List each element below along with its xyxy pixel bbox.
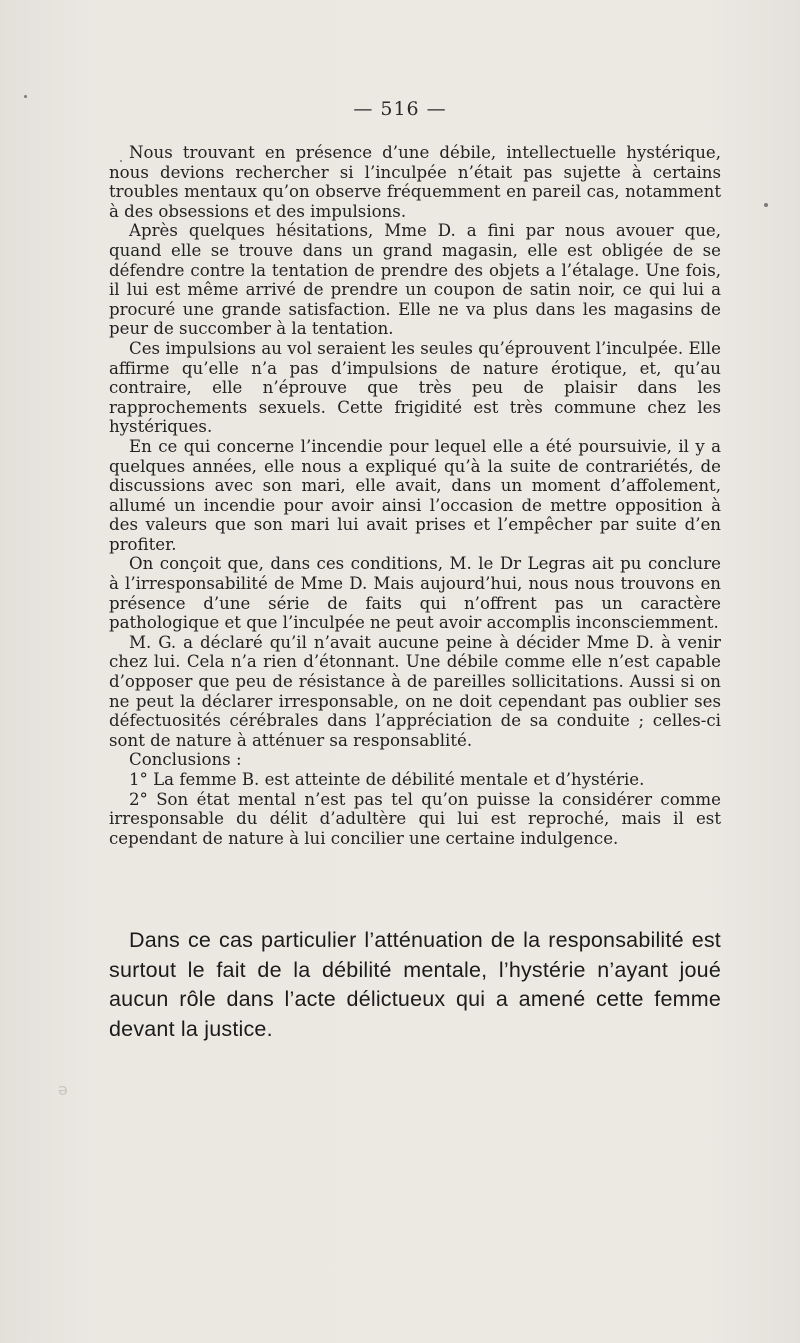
scan-speck xyxy=(120,160,122,162)
conclusion-item-1: 1° La femme B. est atteinte de débilité mentale et d’hystérie. xyxy=(129,770,645,789)
scan-speck xyxy=(764,203,768,207)
paragraph: Nous trouvant en présence d’une débile, intellectuelle hystérique, nous devions rechercher si l’inculpée n’était pas sujette à certains troubles mentaux qu’on observe fréquemment en pareil cas, notamment à des obsessions et des impulsions. xyxy=(109,143,721,221)
scan-speck xyxy=(24,95,27,98)
paragraph: Après quelques hésitations, Mme D. a fini par nous avouer que, quand elle se trouve dans un grand magasin, elle est obligée de se défendre contre la tentation de prendre des objets a l’étalage. Une fois, il lui est même arrivé de prendre un coupon de satin noir, ce qui lui a procuré une grande satisfaction. Elle ne va plus dans les magasins de peur de succomber à la tentation. xyxy=(109,221,721,339)
closing-note xyxy=(109,926,721,1044)
paragraph: Ces impulsions au vol seraient les seules qu’éprouvent l’inculpée. Elle affirme qu’elle n’a pas d’impulsions de nature érotique, et, qu’au contraire, elle n’éprouve que très peu de plaisir dans les rapprochements sexuels. Cette frigidité est très commune chez les hystériques. xyxy=(109,338,721,437)
paragraph: M. G. a déclaré qu’il n’avait aucune peine à décider Mme D. à venir chez lui. Cela n’a rien d’étonnant. Une débile comme elle n’est capable d’opposer que peu de résistance à de pareilles sollicitations. Aussi si on ne peut la déclarer irresponsable, on ne doit cependant pas oublier ses défectuosités cérébrales dans l’appréciation de sa conduite ; celles-ci sont de nature à atténuer sa responsablité. xyxy=(109,632,721,750)
closing-note-text: Dans ce cas particulier l’atténuation de la responsabilité est surtout le fait de la débilité mentale, l’hystérie n’ayant joué aucun rôle dans l’acte délictueux qui a amené cette femme devant la justice. xyxy=(109,928,721,1041)
paragraph: On conçoit que, dans ces conditions, M. le Dr Legras ait pu conclure à l’irresponsabilité de Mme D. Mais aujourd’hui, nous nous trouvons en présence d’une série de faits qui n’offrent pas un caractère pathologique et que l’inculpée ne peut avoir accomplis inconsciemment. xyxy=(109,554,721,633)
body-text xyxy=(109,143,721,848)
conclusions-heading: Conclusions : xyxy=(129,750,242,770)
paragraph: En ce qui concerne l’incendie pour lequel elle a été poursuivie, il y a quelques années, elle nous a expliqué qu’à la suite de contrariétés, de discussions avec son mari, elle avait, dans un moment d’affolement, allumé un incendie pour avoir ainsi l’occasion de mettre opposition à des valeurs que son mari lui avait prises et l’empêcher par suite d’en profiter. xyxy=(109,436,721,554)
pencil-mark: ə xyxy=(58,1080,68,1099)
page-number: — 516 — xyxy=(353,98,447,120)
conclusion-item-2: 2° Son état mental n’est pas tel qu’on puisse la considérer comme irresponsable du délit d’adultère qui lui est reproché, mais il est cependant de nature à lui concilier une certaine indulgence. xyxy=(109,789,721,848)
